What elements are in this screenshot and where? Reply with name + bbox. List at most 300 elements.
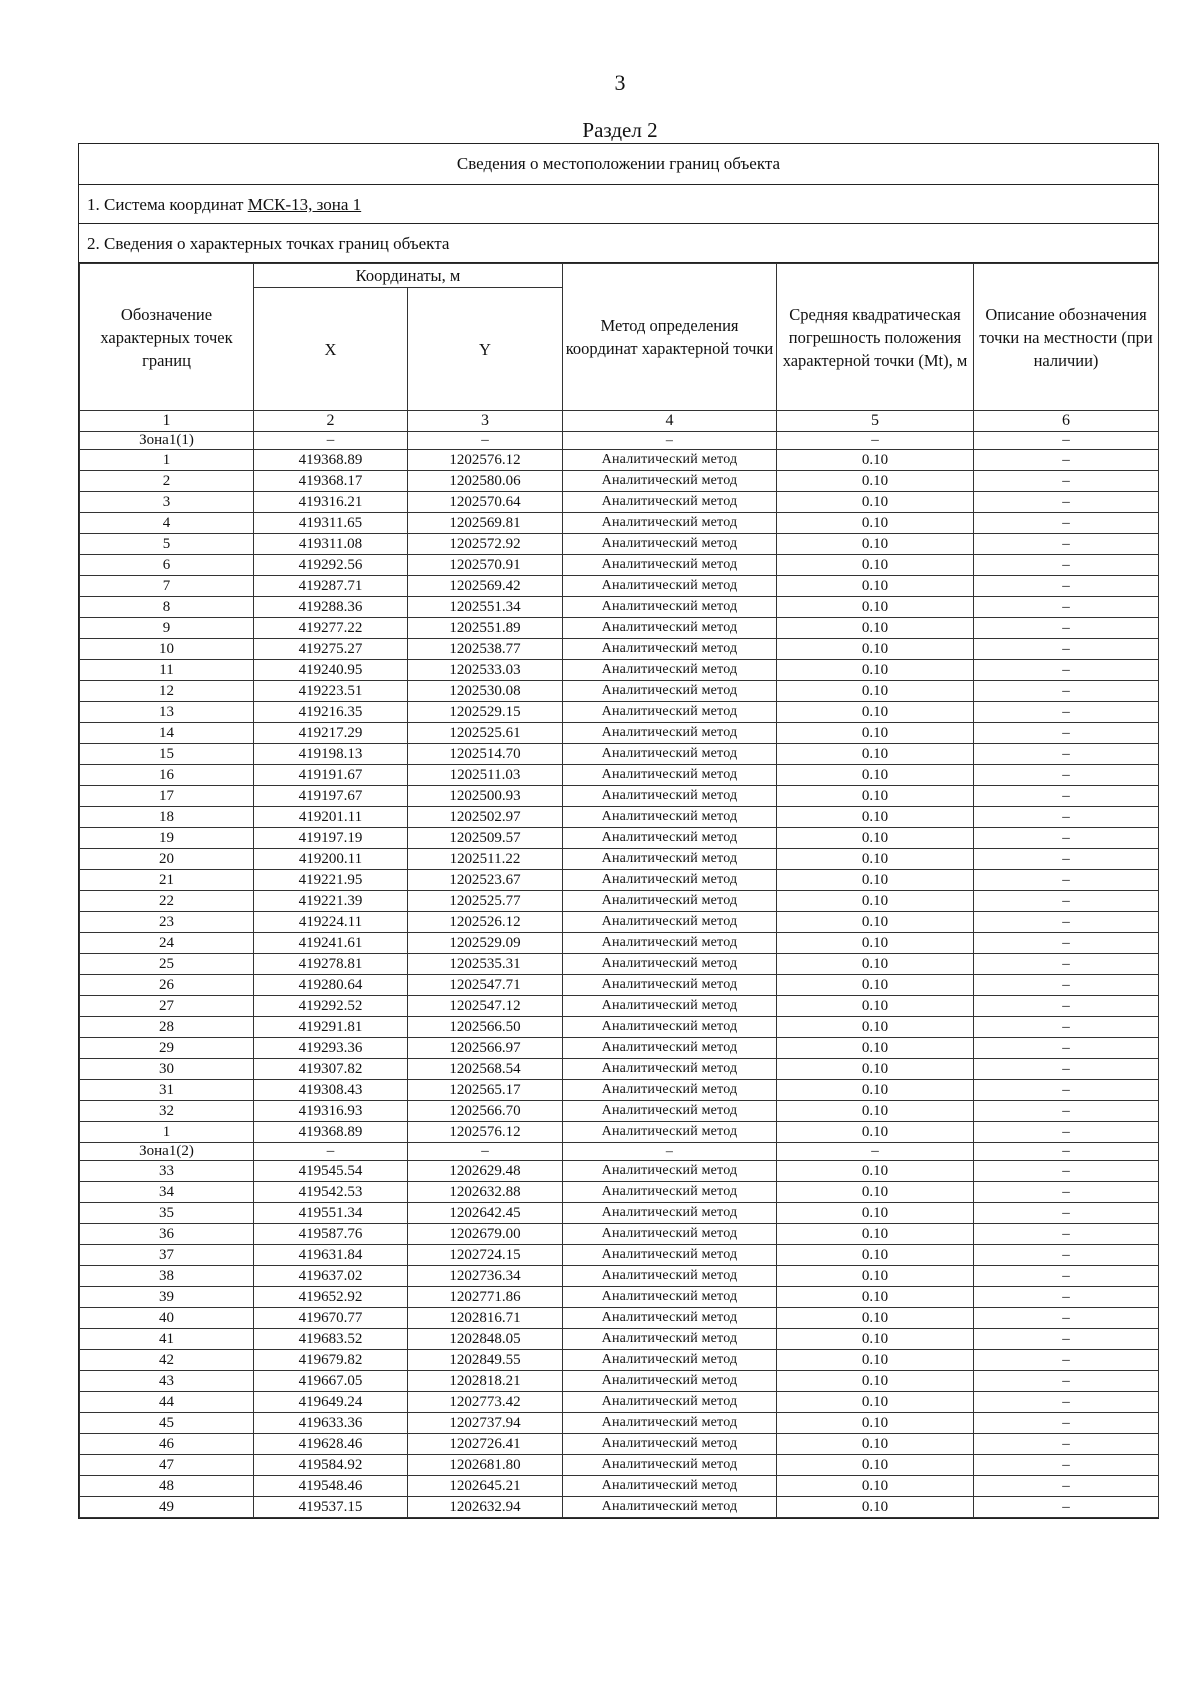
point-designation: 43	[80, 1371, 254, 1392]
method-cell: Аналитический метод	[563, 1329, 777, 1350]
coord-y: 1202818.21	[408, 1371, 563, 1392]
description-cell: –	[974, 744, 1159, 765]
table-row	[80, 597, 1159, 618]
coord-y: 1202533.03	[408, 660, 563, 681]
method-cell: Аналитический метод	[563, 954, 777, 975]
coord-x: 419224.11	[254, 912, 408, 933]
method-cell: Аналитический метод	[563, 597, 777, 618]
coord-y: 1202580.06	[408, 471, 563, 492]
point-designation: 1	[80, 450, 254, 471]
table-row	[80, 1038, 1159, 1059]
point-designation: 47	[80, 1455, 254, 1476]
description-cell: –	[974, 1080, 1159, 1101]
method-cell: Аналитический метод	[563, 1224, 777, 1245]
description-cell: –	[974, 912, 1159, 933]
coord-x: 419368.89	[254, 450, 408, 471]
description-cell: –	[974, 828, 1159, 849]
error-cell: 0.10	[777, 828, 974, 849]
table-row	[80, 534, 1159, 555]
error-cell: 0.10	[777, 492, 974, 513]
table-row	[80, 1101, 1159, 1122]
description-cell: –	[974, 1224, 1159, 1245]
table-row	[80, 1308, 1159, 1329]
zone-label: Зона1(2)	[80, 1143, 254, 1161]
table-row	[80, 828, 1159, 849]
point-designation: 45	[80, 1413, 254, 1434]
coord-x: 419311.08	[254, 534, 408, 555]
method-cell: Аналитический метод	[563, 1182, 777, 1203]
method-cell: Аналитический метод	[563, 933, 777, 954]
coord-x: 419537.15	[254, 1497, 408, 1518]
point-designation: 10	[80, 639, 254, 660]
point-designation: 22	[80, 891, 254, 912]
table-row	[80, 807, 1159, 828]
coord-x: 419241.61	[254, 933, 408, 954]
table-row	[80, 1413, 1159, 1434]
coord-y: 1202509.57	[408, 828, 563, 849]
column-number: 3	[408, 411, 563, 432]
table-row	[80, 849, 1159, 870]
error-cell: 0.10	[777, 1017, 974, 1038]
error-cell: 0.10	[777, 744, 974, 765]
error-cell: 0.10	[777, 1059, 974, 1080]
description-cell: –	[974, 492, 1159, 513]
coord-y: 1202500.93	[408, 786, 563, 807]
point-designation: 15	[80, 744, 254, 765]
error-cell: 0.10	[777, 954, 974, 975]
coord-x: 419197.67	[254, 786, 408, 807]
coord-y: 1202529.15	[408, 702, 563, 723]
table-row	[80, 660, 1159, 681]
description-cell: –	[974, 1371, 1159, 1392]
point-designation: 11	[80, 660, 254, 681]
coord-x: 419587.76	[254, 1224, 408, 1245]
header-x: X	[254, 288, 408, 411]
point-designation: 27	[80, 996, 254, 1017]
description-cell: –	[974, 849, 1159, 870]
error-cell: 0.10	[777, 597, 974, 618]
point-designation: 8	[80, 597, 254, 618]
method-cell: Аналитический метод	[563, 513, 777, 534]
coord-y: 1202526.12	[408, 912, 563, 933]
error-cell: 0.10	[777, 1182, 974, 1203]
table-row	[80, 1476, 1159, 1497]
description-cell: –	[974, 534, 1159, 555]
description-cell: –	[974, 870, 1159, 891]
coord-x: 419649.24	[254, 1392, 408, 1413]
boundary-info-sheet	[78, 143, 1159, 1519]
description-cell: –	[974, 1350, 1159, 1371]
coord-x: 419198.13	[254, 744, 408, 765]
error-cell: 0.10	[777, 450, 974, 471]
coord-y: 1202525.61	[408, 723, 563, 744]
point-designation: 37	[80, 1245, 254, 1266]
description-cell: –	[974, 450, 1159, 471]
error-cell: 0.10	[777, 1455, 974, 1476]
description-cell: –	[974, 471, 1159, 492]
error-cell: 0.10	[777, 1392, 974, 1413]
coord-y: 1202514.70	[408, 744, 563, 765]
error-cell: 0.10	[777, 513, 974, 534]
table-row	[80, 639, 1159, 660]
method-cell: Аналитический метод	[563, 891, 777, 912]
coord-x: 419628.46	[254, 1434, 408, 1455]
point-designation: 19	[80, 828, 254, 849]
column-number: 5	[777, 411, 974, 432]
coord-y: 1202572.92	[408, 534, 563, 555]
method-cell: Аналитический метод	[563, 1059, 777, 1080]
coord-y: 1202529.09	[408, 933, 563, 954]
coord-x: 419277.22	[254, 618, 408, 639]
table-row	[80, 1350, 1159, 1371]
coord-y: –	[408, 1143, 563, 1161]
description-cell: –	[974, 1203, 1159, 1224]
point-designation: 5	[80, 534, 254, 555]
point-designation: 17	[80, 786, 254, 807]
coord-y: 1202547.12	[408, 996, 563, 1017]
description-cell: –	[974, 1392, 1159, 1413]
error-cell: 0.10	[777, 1080, 974, 1101]
description-cell: –	[974, 1434, 1159, 1455]
method-cell: Аналитический метод	[563, 1266, 777, 1287]
error-cell: 0.10	[777, 660, 974, 681]
coord-y: 1202642.45	[408, 1203, 563, 1224]
error-cell: 0.10	[777, 1266, 974, 1287]
coord-x: 419368.17	[254, 471, 408, 492]
coord-x: 419275.27	[254, 639, 408, 660]
method-cell: Аналитический метод	[563, 1203, 777, 1224]
method-cell: –	[563, 432, 777, 450]
coord-y: 1202523.67	[408, 870, 563, 891]
coord-y: 1202848.05	[408, 1329, 563, 1350]
block-title: Сведения о местоположении границ объекта	[79, 144, 1158, 185]
table-row	[80, 1224, 1159, 1245]
method-cell: Аналитический метод	[563, 1413, 777, 1434]
method-cell: Аналитический метод	[563, 660, 777, 681]
coord-x: 419311.65	[254, 513, 408, 534]
description-cell: –	[974, 1122, 1159, 1143]
coord-y: 1202726.41	[408, 1434, 563, 1455]
method-cell: Аналитический метод	[563, 870, 777, 891]
error-cell: 0.10	[777, 1245, 974, 1266]
method-cell: Аналитический метод	[563, 1476, 777, 1497]
header-description: Описание обозначения точки на местности (при наличии)	[974, 264, 1159, 411]
description-cell: –	[974, 1329, 1159, 1350]
coord-y: 1202511.22	[408, 849, 563, 870]
point-designation: 14	[80, 723, 254, 744]
coord-x: 419545.54	[254, 1161, 408, 1182]
description-cell: –	[974, 1017, 1159, 1038]
method-cell: Аналитический метод	[563, 765, 777, 786]
coord-y: 1202576.12	[408, 450, 563, 471]
coord-y: 1202576.12	[408, 1122, 563, 1143]
table-row	[80, 954, 1159, 975]
point-designation: 24	[80, 933, 254, 954]
method-cell: Аналитический метод	[563, 1245, 777, 1266]
coord-y: 1202645.21	[408, 1476, 563, 1497]
coord-x: 419217.29	[254, 723, 408, 744]
coord-x: 419652.92	[254, 1287, 408, 1308]
coord-y: 1202547.71	[408, 975, 563, 996]
error-cell: 0.10	[777, 639, 974, 660]
description-cell: –	[974, 576, 1159, 597]
error-cell: 0.10	[777, 996, 974, 1017]
table-row	[80, 1329, 1159, 1350]
table-row	[80, 1059, 1159, 1080]
coord-x: 419288.36	[254, 597, 408, 618]
point-designation: 7	[80, 576, 254, 597]
description-cell: –	[974, 933, 1159, 954]
method-cell: Аналитический метод	[563, 828, 777, 849]
table-row	[80, 723, 1159, 744]
zone-label: Зона1(1)	[80, 432, 254, 450]
table-row	[80, 744, 1159, 765]
column-number: 4	[563, 411, 777, 432]
coord-y: 1202566.50	[408, 1017, 563, 1038]
error-cell: 0.10	[777, 1161, 974, 1182]
description-cell: –	[974, 954, 1159, 975]
coord-y: 1202568.54	[408, 1059, 563, 1080]
description-cell: –	[974, 1413, 1159, 1434]
coord-x: 419631.84	[254, 1245, 408, 1266]
coord-system-prefix: 1. Система координат	[87, 195, 248, 214]
table-row	[80, 1392, 1159, 1413]
table-row	[80, 975, 1159, 996]
method-cell: Аналитический метод	[563, 807, 777, 828]
method-cell: Аналитический метод	[563, 1017, 777, 1038]
coord-x: 419307.82	[254, 1059, 408, 1080]
table-row	[80, 1455, 1159, 1476]
method-cell: Аналитический метод	[563, 1101, 777, 1122]
coord-y: 1202566.70	[408, 1101, 563, 1122]
coord-x: 419368.89	[254, 1122, 408, 1143]
point-designation: 34	[80, 1182, 254, 1203]
coord-x: 419278.81	[254, 954, 408, 975]
error-cell: 0.10	[777, 534, 974, 555]
coord-x: 419191.67	[254, 765, 408, 786]
coord-x: 419633.36	[254, 1413, 408, 1434]
table-row	[80, 1371, 1159, 1392]
method-cell: Аналитический метод	[563, 723, 777, 744]
coord-y: –	[408, 432, 563, 450]
coord-y: 1202681.80	[408, 1455, 563, 1476]
point-designation: 16	[80, 765, 254, 786]
method-cell: Аналитический метод	[563, 555, 777, 576]
description-cell: –	[974, 1101, 1159, 1122]
coord-x: 419551.34	[254, 1203, 408, 1224]
coord-x: –	[254, 1143, 408, 1161]
coord-x: 419223.51	[254, 681, 408, 702]
coord-x: 419221.39	[254, 891, 408, 912]
coord-y: 1202736.34	[408, 1266, 563, 1287]
header-coordinates: Координаты, м	[254, 264, 563, 288]
error-cell: 0.10	[777, 681, 974, 702]
table-row	[80, 513, 1159, 534]
coord-system-line	[79, 185, 1158, 224]
point-designation: 32	[80, 1101, 254, 1122]
description-cell: –	[974, 639, 1159, 660]
description-cell: –	[974, 1497, 1159, 1518]
method-cell: Аналитический метод	[563, 849, 777, 870]
coord-y: 1202569.42	[408, 576, 563, 597]
error-cell: 0.10	[777, 870, 974, 891]
table-row	[80, 471, 1159, 492]
error-cell: 0.10	[777, 1434, 974, 1455]
method-cell: Аналитический метод	[563, 1350, 777, 1371]
error-cell: 0.10	[777, 555, 974, 576]
table-row	[80, 786, 1159, 807]
point-designation: 2	[80, 471, 254, 492]
method-cell: Аналитический метод	[563, 1122, 777, 1143]
coord-x: 419280.64	[254, 975, 408, 996]
point-designation: 33	[80, 1161, 254, 1182]
description-cell: –	[974, 891, 1159, 912]
coord-x: 419542.53	[254, 1182, 408, 1203]
method-cell: Аналитический метод	[563, 618, 777, 639]
error-cell: 0.10	[777, 1224, 974, 1245]
point-designation: 1	[80, 1122, 254, 1143]
coord-y: 1202771.86	[408, 1287, 563, 1308]
coord-x: 419667.05	[254, 1371, 408, 1392]
table-row	[80, 765, 1159, 786]
description-cell: –	[974, 765, 1159, 786]
method-cell: Аналитический метод	[563, 1392, 777, 1413]
method-cell: Аналитический метод	[563, 450, 777, 471]
error-cell: 0.10	[777, 891, 974, 912]
coord-x: 419293.36	[254, 1038, 408, 1059]
description-cell: –	[974, 1476, 1159, 1497]
description-cell: –	[974, 513, 1159, 534]
coord-x: 419287.71	[254, 576, 408, 597]
table-row	[80, 891, 1159, 912]
method-cell: Аналитический метод	[563, 702, 777, 723]
error-cell: 0.10	[777, 1350, 974, 1371]
coord-y: 1202551.34	[408, 597, 563, 618]
coord-x: 419637.02	[254, 1266, 408, 1287]
coord-y: 1202511.03	[408, 765, 563, 786]
table-row	[80, 1161, 1159, 1182]
coord-y: 1202773.42	[408, 1392, 563, 1413]
method-cell: Аналитический метод	[563, 471, 777, 492]
coord-y: 1202566.97	[408, 1038, 563, 1059]
description-cell: –	[974, 1161, 1159, 1182]
point-designation: 41	[80, 1329, 254, 1350]
coord-x: 419201.11	[254, 807, 408, 828]
method-cell: Аналитический метод	[563, 1371, 777, 1392]
method-cell: Аналитический метод	[563, 912, 777, 933]
point-designation: 42	[80, 1350, 254, 1371]
point-designation: 29	[80, 1038, 254, 1059]
point-designation: 9	[80, 618, 254, 639]
error-cell: 0.10	[777, 786, 974, 807]
method-cell: –	[563, 1143, 777, 1161]
point-designation: 30	[80, 1059, 254, 1080]
coord-y: 1202570.64	[408, 492, 563, 513]
coord-x: –	[254, 432, 408, 450]
coord-x: 419197.19	[254, 828, 408, 849]
table-row	[80, 1203, 1159, 1224]
table-row	[80, 618, 1159, 639]
description-cell: –	[974, 1287, 1159, 1308]
coord-x: 419584.92	[254, 1455, 408, 1476]
method-cell: Аналитический метод	[563, 1161, 777, 1182]
method-cell: Аналитический метод	[563, 744, 777, 765]
point-designation: 28	[80, 1017, 254, 1038]
description-cell: –	[974, 660, 1159, 681]
error-cell: 0.10	[777, 1413, 974, 1434]
table-row	[80, 1017, 1159, 1038]
coord-x: 419316.21	[254, 492, 408, 513]
error-cell: 0.10	[777, 471, 974, 492]
method-cell: Аналитический метод	[563, 1434, 777, 1455]
coord-x: 419683.52	[254, 1329, 408, 1350]
coord-y: 1202551.89	[408, 618, 563, 639]
error-cell: 0.10	[777, 1203, 974, 1224]
error-cell: 0.10	[777, 933, 974, 954]
table-row	[80, 1266, 1159, 1287]
table-row	[80, 933, 1159, 954]
point-designation: 46	[80, 1434, 254, 1455]
table-row	[80, 681, 1159, 702]
description-cell: –	[974, 618, 1159, 639]
coord-y: 1202632.88	[408, 1182, 563, 1203]
error-cell: 0.10	[777, 702, 974, 723]
point-designation: 4	[80, 513, 254, 534]
coord-x: 419316.93	[254, 1101, 408, 1122]
point-designation: 38	[80, 1266, 254, 1287]
header-method: Метод определения координат характерной точки	[563, 264, 777, 411]
description-cell: –	[974, 1245, 1159, 1266]
description-cell: –	[974, 786, 1159, 807]
description-cell: –	[974, 1143, 1159, 1161]
error-cell: 0.10	[777, 849, 974, 870]
error-cell: 0.10	[777, 1329, 974, 1350]
coord-y: 1202569.81	[408, 513, 563, 534]
method-cell: Аналитический метод	[563, 1080, 777, 1101]
description-cell: –	[974, 681, 1159, 702]
coord-x: 419308.43	[254, 1080, 408, 1101]
table-row	[80, 1497, 1159, 1518]
boundary-points-table	[79, 263, 1159, 1518]
description-cell: –	[974, 723, 1159, 744]
table-row	[80, 912, 1159, 933]
points-section-title: 2. Сведения о характерных точках границ объекта	[79, 224, 1158, 263]
method-cell: Аналитический метод	[563, 1038, 777, 1059]
description-cell: –	[974, 702, 1159, 723]
table-row	[80, 870, 1159, 891]
method-cell: Аналитический метод	[563, 639, 777, 660]
point-designation: 23	[80, 912, 254, 933]
point-designation: 36	[80, 1224, 254, 1245]
description-cell: –	[974, 807, 1159, 828]
table-row	[80, 1122, 1159, 1143]
error-cell: 0.10	[777, 765, 974, 786]
error-cell: 0.10	[777, 1122, 974, 1143]
error-cell: 0.10	[777, 1497, 974, 1518]
coord-y: 1202502.97	[408, 807, 563, 828]
table-row	[80, 450, 1159, 471]
coord-x: 419548.46	[254, 1476, 408, 1497]
point-designation: 13	[80, 702, 254, 723]
table-row	[80, 702, 1159, 723]
error-cell: 0.10	[777, 618, 974, 639]
table-row	[80, 555, 1159, 576]
point-designation: 48	[80, 1476, 254, 1497]
point-designation: 39	[80, 1287, 254, 1308]
method-cell: Аналитический метод	[563, 975, 777, 996]
coord-x: 419679.82	[254, 1350, 408, 1371]
coord-y: 1202737.94	[408, 1413, 563, 1434]
